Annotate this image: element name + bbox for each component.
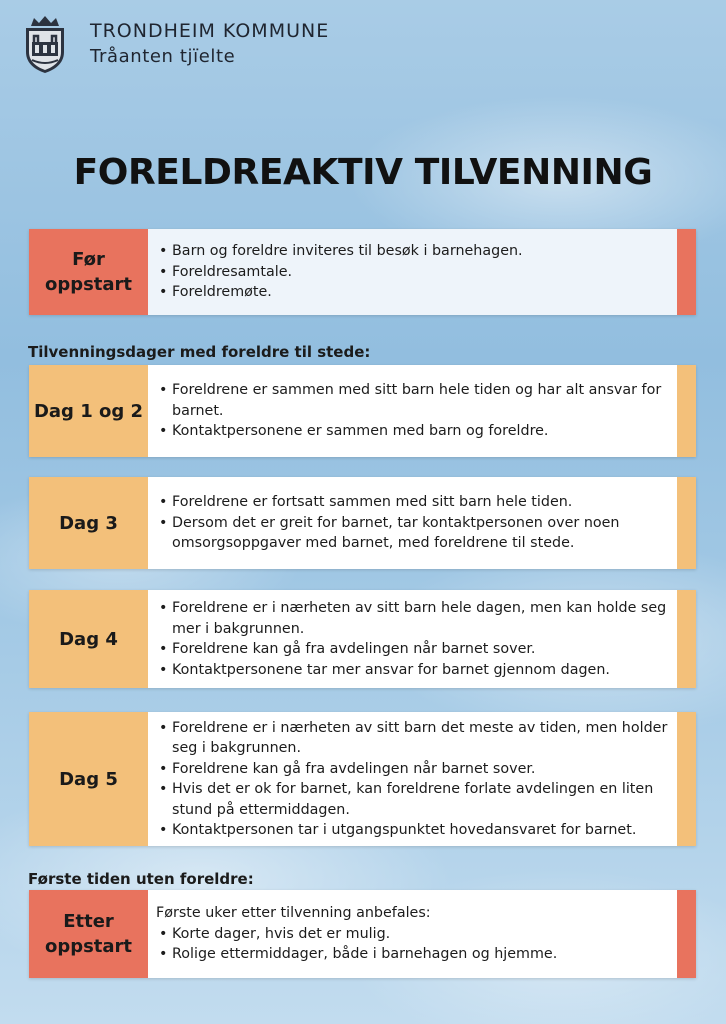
day-label: Dag 4: [29, 590, 148, 688]
list-item: • Kontaktpersonene tar mer ansvar for barnet gjennom dagen.: [156, 660, 669, 681]
after-start-label-line2: oppstart: [44, 936, 133, 957]
page-title: FORELDREAKTIV TILVENNING: [73, 152, 653, 193]
organization-header: [90, 18, 329, 70]
after-start-label-line1: Etter: [63, 911, 114, 932]
list-item: • Dersom det er greit for barnet, tar kontaktpersonen over noen omsorgsoppgaver med barnet, med foreldrene til stede.: [156, 513, 669, 554]
day-label: Dag 1 og 2: [29, 365, 148, 457]
day-content: [156, 365, 669, 457]
day-label: Dag 3: [29, 477, 148, 569]
day-3-card: [29, 477, 696, 569]
accent-stripe: [677, 229, 696, 315]
before-start-label-line1: Før: [72, 249, 105, 270]
before-start-card: [29, 229, 696, 315]
accent-stripe: [677, 712, 696, 846]
section-heading-without-parents: Første tiden uten foreldre:: [28, 870, 254, 888]
list-item: • Kontaktpersonene er sammen med barn og foreldre.: [156, 421, 669, 442]
before-start-content: [156, 229, 669, 315]
after-start-intro: Første uker etter tilvenning anbefales:: [156, 905, 431, 922]
after-start-content: [156, 890, 669, 978]
list-item: • Foreldrene er fortsatt sammen med sitt barn hele tiden.: [156, 492, 669, 513]
list-item: • Foreldrene er sammen med sitt barn hele tiden og har alt ansvar for barnet.: [156, 380, 669, 421]
list-item: • Korte dager, hvis det er mulig.: [156, 924, 669, 945]
day-label: Dag 5: [29, 712, 148, 846]
after-start-card: [29, 890, 696, 978]
after-start-label: [29, 890, 148, 978]
day-content: [156, 590, 669, 688]
accent-stripe: [677, 890, 696, 978]
organization-name: TRONDHEIM KOMMUNE: [90, 20, 330, 42]
list-item: • Foreldremøte.: [156, 282, 669, 303]
accent-stripe: [677, 365, 696, 457]
list-item: • Foreldrene er i nærheten av sitt barn det meste av tiden, men holder seg i bakgrunnen.: [156, 718, 669, 759]
section-heading-with-parents: Tilvenningsdager med foreldre til stede:: [28, 343, 371, 361]
list-item: • Kontaktpersonen tar i utgangspunktet hovedansvaret for barnet.: [156, 820, 669, 841]
day-1-2-card: [29, 365, 696, 457]
list-item: • Foreldrene kan gå fra avdelingen når barnet sover.: [156, 759, 669, 780]
day-content: [156, 712, 669, 846]
day-5-card: [29, 712, 696, 846]
accent-stripe: [677, 477, 696, 569]
before-start-label-line2: oppstart: [44, 274, 133, 295]
accent-stripe: [677, 590, 696, 688]
day-content: [156, 477, 669, 569]
before-start-label: [29, 229, 148, 315]
coat-of-arms-icon: [22, 14, 68, 74]
list-item: • Barn og foreldre inviteres til besøk i barnehagen.: [156, 241, 669, 262]
list-item: • Foreldrene er i nærheten av sitt barn hele dagen, men kan holde seg mer i bakgrunnen.: [156, 598, 669, 639]
day-4-card: [29, 590, 696, 688]
list-item: • Foreldresamtale.: [156, 262, 669, 283]
list-item: • Hvis det er ok for barnet, kan foreldrene forlate avdelingen en liten stund på ettermiddagen.: [156, 779, 669, 820]
list-item: • Rolige ettermiddager, både i barnehagen og hjemme.: [156, 944, 669, 965]
list-item: • Foreldrene kan gå fra avdelingen når barnet sover.: [156, 639, 669, 660]
organization-subtitle: Tråanten tjïelte: [90, 46, 236, 67]
